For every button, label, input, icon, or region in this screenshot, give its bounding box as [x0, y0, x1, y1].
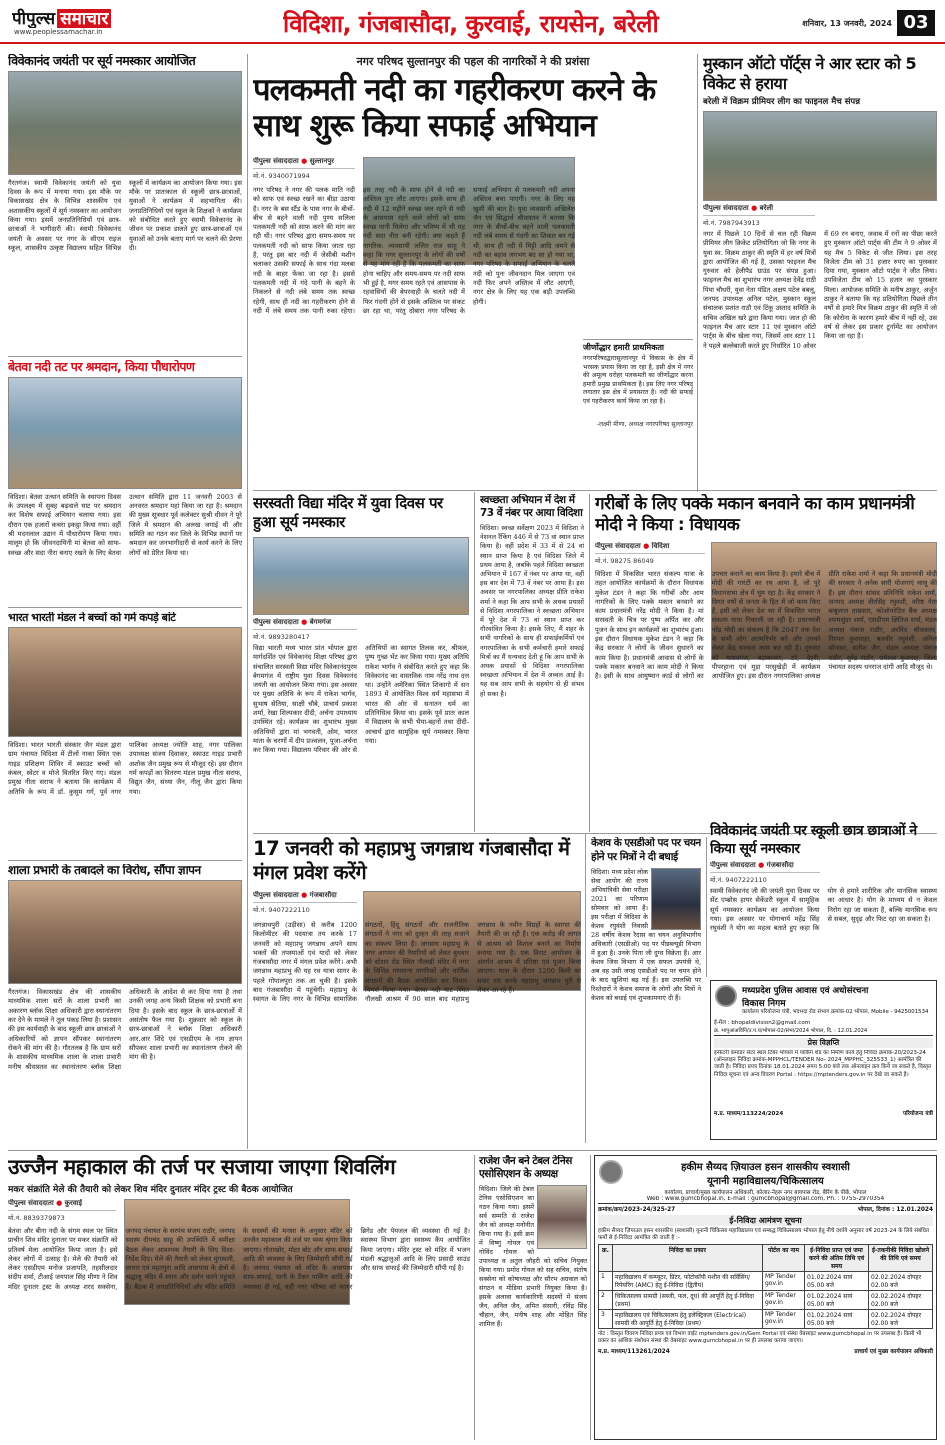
- byline-name: पीपुल्स संवाददाता: [710, 861, 756, 869]
- table-cell: 2: [599, 1291, 613, 1310]
- table-cell: 02.02.2024 दोपहर 02.00 बजे: [869, 1310, 933, 1329]
- table-header-row: [599, 1245, 933, 1272]
- table-cell: चिकित्सालय सामग्री (सब्जी, फल, दूध) की आपूर्ति हेतु ई-निविदा (प्रथम): [613, 1291, 763, 1310]
- table-cell: 02.02.2024 दोपहर 02.00 बजे: [869, 1291, 933, 1310]
- story-headline: गरीबों के लिए पक्के मकान बनवाने का काम प्रधानमंत्री मोदी ने किया : विधायक: [595, 494, 915, 535]
- logo-main: पीपुल्स: [12, 9, 56, 28]
- byline-name: पीपुल्स संवाददाता: [8, 1199, 54, 1207]
- priority-box-title: जीर्णोद्धार हमारी प्राथमिकता: [583, 339, 693, 353]
- photo-rajesh-portrait: [537, 1185, 587, 1249]
- logo: [12, 6, 162, 28]
- tender-table: [598, 1244, 933, 1329]
- table-cell: MP Tender gov.in: [763, 1272, 805, 1291]
- ad-foot-right: प्राचार्य एवं मुख्य कार्यपालन अधिकारी: [854, 1349, 933, 1355]
- table-cell: 02.02.2024 दोपहर 02.00 बजे: [869, 1272, 933, 1291]
- table-cell: 01.02.2024 सायं 05.00 बजे: [805, 1291, 869, 1310]
- table-row: [599, 1310, 933, 1329]
- table-cell: 01.02.2024 सायं 05.00 बजे: [805, 1310, 869, 1329]
- story-betwa-shramdan: [8, 360, 242, 605]
- story-body: गैरतगंज। विकासखंड क्षेत्र की शासकीय माध्यमिक शाला सरों के शाला प्रभारी का अकारण ब्लॉक शिक्षा अधिकारी द्वारा स्थानांतरण कर देने के मामले ने तूल पकड़ लिया है। प्रशासन की इस कार्यवाही के बाद स्कूली छात्र छात्राओं ने अधिकारियों को ज्ञापन सौंपकर स्थानांतरण रोकने की मांग की है। गौरतलब है कि ग्राम सरों के शासकीय माध्यमिक शाला के शाला प्रभारी मनीष श्रीवास्तव का स्थानांतरण ब्लॉक शिक्षा अधिकारी के आदेश से कर दिया गया है तथा उनकी जगह अन्य किसी शिक्षक को प्रभारी बना दिया है। इसके बाद स्कूल के छात्र-छात्राओं में असंतोष फैल गया है। शुक्रवार को स्कूल के छात्र-छात्राओं ने ब्लॉक शिक्षा अधिकारी आर.आर शिंदे एवं एसडीएम के नाम ज्ञापन सौंपकर शाला प्रभारी का स्थानांतरण रोकने की मांग की है।: [8, 988, 242, 1071]
- photo-students-memorandum: [8, 880, 242, 984]
- story-headline: केशव के एसडीओ पद पर चयन होने पर मित्रों ने दी बधाई: [591, 837, 701, 863]
- byline-place: बरेली: [759, 204, 774, 212]
- byline-place: गंजबासौदा: [766, 861, 794, 869]
- photo-keshav-portrait: [651, 868, 701, 930]
- ad-contact: Web : www.gumcbhopal.in, E-mail : gumcbhopal@gmail.com, Ph. : 0755-2970354: [598, 1196, 933, 1204]
- byline-mobile: मो.नं. 9340071994: [253, 172, 310, 180]
- story-body: जगन्नाथपुरी (उड़ीसा) से करीब 1200 किलोमीटर की पदयात्रा तय करके 17 जनवरी को महाप्रभु जगन्नाथ अपने साथ भक्तों की तपस्याओं एवं यादों को लेकर गंजबासौदा नगर में मंगल प्रवेश करेंगे। अभी जगन्नाथ महाप्रभु की यह रथ यात्रा सागर के पहले गोपालपुरा तक आ चुकी है। इसके बाद गंजबासौदा में पहुंचेगी। महाप्रभु के स्वागत के लिए नगर के विभिन्न सामाजिक संगठनों, हिंदू संगठनों और राजनीतिक संगठनों ने नगर को दुल्हन की तरह सजाने का संकल्प लिया है। जगन्नाथ महाप्रभु के नगर आगमन की तैयारियों को लेकर बुधवार को स्टेशन रोड स्थित नौलखी मंदिर में नगर के विभिन्न गणमान्य नागरिकों और धार्मिक संगठनों की बैठक आयोजित कर विचार-विमर्श किया गया। बेतवा नदी घाट स्थित नौलखी आश्रम में 90 साल बाद महाप्रभु जगन्नाथ के नवीन विग्रहों के स्वागत की तैयारी की जा रही है। एक करोड़ की लागत से आश्रम को विशाल बनाने का निर्माण कराया गया है। एक विराट आयोजन के अंतर्गत आश्रम में प्रतिष्ठा एवं पूजन किया जाएगा। यात्रा के दौरान 1200 किमी का सफर तय करके महाप्रभु जगन्नाथ पुरी से लेकर आ रहे हैं।: [253, 921, 581, 1004]
- lead-kicker: नगर परिषद सुल्तानपुर की पहल की नागरिकों ने की प्रशंसा: [356, 55, 590, 68]
- location-pin-icon: ●: [751, 204, 758, 212]
- byline-mobile: मो.नं. 7987943913: [703, 219, 760, 227]
- table-cell: MP Tender gov.in: [763, 1310, 805, 1329]
- col-separator: [697, 54, 698, 492]
- photo-betwa-riverbank: [8, 377, 242, 489]
- col-separator: [589, 494, 590, 832]
- story-body: विदिशा। जिले की टेबल टेनिस एसोसिएशन का गठन किया गया। इसमें सर्व सम्मति से राजेश जैन को अध्यक्ष मनोनीत किया गया है। इसी क्रम में विष्णु गोयल एवं गोविंद गोयल को उपाध्यक्ष व अतुल जौहरी को सचिव नियुक्त किया गया। प्रमोद गोयल को सह सचिव, संतोष सक्सेना को कोषाध्यक्ष और सौरभ अग्रवाल को संगठन व मीडिया प्रभारी नियुक्त किया है। इसके अलावा कार्यकारिणी सदस्यों में संजय जैन, अनिल जैन, अमित संसारी, रविंद्र सिंह चौहान, जैन, मनीष शाह और मोहित सिंह शामिल हैं।: [479, 1185, 587, 1328]
- issue-date: शनिवार, 13 जनवरी, 2024: [802, 19, 892, 28]
- table-header: पोर्टल का नाम: [763, 1245, 805, 1272]
- priority-box: [583, 157, 693, 487]
- story-headline: स्वच्छता अभियान में देश में 73 वें नंबर पर आया विदिशा: [480, 494, 583, 519]
- masthead: [0, 0, 945, 44]
- ad-title: मध्यप्रदेश पुलिस आवास एवं अधोसंरचना: [742, 986, 869, 996]
- ad-notice-title: ई-निविदा आमंत्रण सूचना: [598, 1215, 933, 1226]
- location-pin-icon: ●: [758, 861, 765, 869]
- college-emblem-icon: [599, 1160, 623, 1184]
- byline-place: बेगमगंज: [309, 618, 331, 626]
- emblem-icon: [715, 985, 737, 1007]
- story-ujjain: [8, 1155, 470, 1440]
- byline-name: पीपुल्स संवाददाता: [595, 542, 641, 550]
- col-separator: [474, 1155, 475, 1440]
- byline-mobile: मो.नं. 9407222110: [710, 876, 767, 884]
- story-garibo: [595, 494, 937, 832]
- byline-mobile: मो.नं. 9407222110: [253, 906, 310, 914]
- story-headline: 17 जनवरी को महाप्रभु जगन्नाथ गंजबासौदा में मंगल प्रवेश करेंगे: [253, 837, 570, 884]
- photo-school-assembly: [253, 537, 469, 615]
- story-headline: राजेश जैन बने टेबल टेनिस एसोसिएशन के अध्यक्ष: [479, 1155, 572, 1180]
- story-body: विदिशा। स्वच्छ सर्वेक्षण 2023 में विदिशा ने नेशनल रैंकिंग 446 में से 73 वां स्थान प्राप्त किया है। वहीं प्रदेश में 33 में से 24 वां स्थान प्राप्त किया है एवं विदिशा जिले में प्रथम आया है, जबकि पहले विदिशा स्वच्छता अभियान में 167 वें नंबर पर आया था, वहीं इस बार देश में 73 वें नंबर पर आया है। इस अवसर पर नगरपालिका अध्यक्ष प्रीति राकेश शर्मा ने कहा कि आप सभी के अथक प्रयासों से विदिशा नगरपालिका ने स्वच्छता अभियान में पूरे देश में 73 वां स्थान प्राप्त कर गौरवांवित किया है। इसके लिए, मैं शहर के सभी नागरिकों के साथ ही सफाईकर्मियों एवं नगरपालिका के सभी कर्मचारी हमारे सफाई मित्रों का मैं धन्यवाद देती हूं कि आप सभी के अथक प्रयासों से विदिशा नगरपालिका स्वच्छता अभियान में देश में अव्वल आई है। यह सब आप सभी के सहयोग से ही संभव हो सका है।: [480, 524, 584, 698]
- ad-email: ई-मेल : bhopaldivision2@gmail.com: [714, 1020, 811, 1026]
- story-body: विदिशा। बेतवा उत्थान समिति के स्थापना दिवस के उपलक्ष्य में सुबह बढ़वाले घाट पर श्रमदान कर विशेष सफाई अभियान चलाया गया। इस दौरान एक हजारों कचरा इकट्ठा किया गया। वहीं श्री मदनलाल उद्यान में पौधारोपण किया गया। मालूम हो कि जीवनदायिनी मां बेतवा को साफ-स्वच्छ और सदा नीरा बनाए रखने के लिए बेतवा उत्थान समिति द्वारा 11 जनवरी 2003 से अनवरत श्रमदान यहां किया जा रहा है। श्रमदान की मुख्य सूत्रधार पूर्व कलेक्टर सुश्री धीवन ने पूरे जिले में श्रमदान की अलख जगाई थी और समिति का गठन कर जिले के विभिन्न स्थानों पर श्रमदान कर जनभागीदारी से कार्य करने के लिए लोगों को प्रेरित किया था।: [8, 492, 242, 557]
- ad-foot-left: म.प्र. माध्यम/113261/2024: [598, 1349, 670, 1355]
- table-row: [599, 1291, 933, 1310]
- story-shala-prabhari: [8, 864, 242, 1154]
- ad-intro: हकीम सैय्यद ज़ियाउल हसन शासकीय (स्वशासी) यूनानी चिकित्सा महाविद्यालय एवं सम्बद्ध चिकित्सालय भोपाल हेतु नीचे दर्शाये अनुसार वर्ष 2023-24 के लिये संबंधित फर्मों से ई-निविदा आमंत्रित की जाती है :-: [598, 1228, 930, 1241]
- story-body: गैरतगंज। स्वामी विवेकानंद जयंती को युवा दिवस के रूप में मनाया गया। इस मौके पर विकासखंड क्षेत्र के विभिन्न शासकीय एवं अशासकीय स्कूलों में सूर्य नमस्कार का आयोजन किया गया। इसमें जनप्रतिनिधियों एवं छात्र-छात्राओं ने भागीदारी की। स्वामी विवेकानंद जयंती के अवसर पर नगर के सीएम राइज स्कूल, शासकीय उत्कृष्ट विद्यालय सहित विभिन्न स्कूलों में कार्यक्रम का आयोजन किया गया। इस मौके पर प्रातःकाल से स्कूली छात्र-छात्राओं, युवाओं ने कार्यक्रम में सहभागिता की। जनप्रतिनिधियों एवं स्कूल के शिक्षकों ने कार्यक्रम को संबोधित करते हुए स्वामी विवेकानंद के जीवन पर प्रकाश डालते हुए छात्र-छात्राओं एवं युवाओं को उनके बताए मार्ग पर चलने की प्रेरणा दी।: [8, 178, 242, 252]
- byline-name: पीपुल्स संवाददाता: [253, 618, 299, 626]
- ad-title2: विकास निगम: [742, 999, 786, 1009]
- byline-name: पीपुल्स संवाददाता: [253, 157, 299, 165]
- story-body: विदिशा। भारत भारती संस्कार जैन मंडल द्वारा ग्राम पंचायत विदिशा में टीलों नाका स्थित एक गाइड प्रशिक्षण शिविर में स्काउट बच्चों को कंबल, स्वेटर व मोजे वितरित किए गए। मंडल प्रमुख नीता सराफ ने बताया कि कार्यक्रम में अतिथि के रूप में डॉ. कुसुम गर्ग, पूर्व नगर पालिका अध्यक्ष ज्योति शाह, नगर पालिका उपाध्यक्ष संजय दिवाकर, स्काउट गाइड प्रभारी अशोक जैन प्रमुख रूप से मौजूद रहे। इस दौरान गर्म कपड़ों का वितरण मंडल प्रमुख नीता सराफ, विद्युत जैन, संध्या जैन, नीलू जैन द्वारा किया गया।: [8, 741, 242, 796]
- story-bharat-bharti: [8, 612, 242, 857]
- byline-mobile: मो.नं. 9893280417: [253, 633, 310, 641]
- story-headline: विवेकानंद जयंती पर स्कूली छात्र छात्राओं ने किया सूर्य नमस्कार: [710, 823, 917, 857]
- logo-accent: समाचार: [57, 9, 111, 28]
- story-keshav: [591, 837, 701, 1142]
- page-number: 03: [897, 10, 935, 36]
- col-separator: [247, 54, 248, 1149]
- byline-mobile: मो.नं. 98275 86049: [595, 557, 654, 565]
- section-divider: [8, 1150, 937, 1151]
- story-headline: शाला प्रभारी के तबादले का विरोध, सौंपा ज्ञापन: [8, 864, 201, 877]
- byline-mobile: मो.नं. 8839379873: [8, 1214, 65, 1222]
- col-separator: [585, 833, 586, 1143]
- priority-box-text: नगरपरिषदद्वारासुल्तानपुर में विकास के क्षेत्र में भरसक प्रयास किया जा रहा है, इसी क्षेत्र में नगर की अमूल्य धरोहर पलकमती का जीर्णोद्धार करना हमारी प्रमुख प्राथमिकता है। इस लिए नगर परिषद् लगातार इस क्षेत्र में प्रयासरत है। नदी की सफाई एवं गहरीकरण कार्य किया जा रहा है।: [583, 355, 693, 405]
- story-cricket: [703, 54, 937, 489]
- photo-warm-clothes: [8, 627, 242, 737]
- priority-box-sign: -लक्ष्मी मीणा, अध्यक्ष नगरपरिषद सुल्तानपुर: [596, 421, 693, 428]
- location-pin-icon: ●: [301, 891, 308, 899]
- website: www.peoplessamachar.in: [14, 28, 103, 36]
- story-headline: सरस्वती विद्या मंदिर में युवा दिवस पर हुआ सूर्य नमस्कार: [253, 494, 443, 531]
- byline-place: सुल्तानपुर: [309, 157, 335, 165]
- col-separator: [590, 1155, 591, 1440]
- story-body: विद्या भारती मध्य भारत प्रांत भोपाल द्वारा मार्गदर्शित एवं विवेकानंद शिक्षा परिषद द्वारा संचालित सरस्वती विद्या मंदिर विवेकानंदपुरम बेगमगंज में राष्ट्रीय युवा दिवस विवेकानंद जयंती का आयोजन किया गया। इस अवसर पर मुख्य अतिथि के रूप में राकेश भार्गव, सुभाष सेतिया, साक्षी चौबे, प्राचार्य प्रकाश शर्मा, रेखा शिल्पकार दीदी, अर्चना उपाध्याय उपस्थित रहे। कार्यक्रम का शुभारंभ मुख्य अतिथियों द्वारा मां भगवती, ओम, भारत माता के चरणों में दीप प्रज्वलन, पूजा-अर्चना कर किया गया। विद्यालय परिवार की ओर से अतिथियों का स्वागत तिलक कर, श्रीफल, पुष्प गुच्छ भेंट कर किया गया। मुख्य अतिथि राकेश भार्गव ने संबोधित करते हुए कहा कि विवेकानंद का वास्तविक नाम नरेंद्र नाथ दत्त था। उन्होंने अमेरिका स्थित शिकागो में सन 1893 में आयोजित विश्व धर्म महासभा में भारत की ओर से सनातन धर्म का प्रतिनिधित्व किया था। इसके पूर्व प्रातः काल में विद्यालय के सभी भैया-बहनों तथा दीदी-आचार्य द्वारा सामूहिक सूर्य नमस्कार किया गया।: [253, 644, 469, 755]
- story-saraswati: [253, 494, 469, 832]
- table-cell: महाविद्यालय एवं चिकित्सालय हेतु इलेक्ट्रिकल (Electrical) सामग्री की आपूर्ति हेतु ई-निविदा (प्रथम): [613, 1310, 763, 1329]
- story-jagannath: [253, 837, 581, 1142]
- ad-notice-title: प्रेस विज्ञप्ति: [714, 1038, 933, 1048]
- story-body: बेतवा और बीना नदी के संगम स्थल पर स्थित प्राचीन शिव मंदिर दुनातर पर मकर संक्रांति को प्रतिवर्ष मेला आयोजित किया जाता है। इसे लेकर लोगों में उत्साह है। मेले की तैयारी को लेकर एसडीएम मनोज प्रजापति, तहसीलदार संदीप शर्मा, टीआई जयपाल सिंह मीणा ने शिव मंदिर दुनातर ट्रस्ट के अध्यक्ष शरद सक्सेना, जनपद पंचायत के सरपंच संजय राठौर, जनपद सदस्य दीपचंद साहू की उपस्थिति में समीक्षा बैठक लेकर आवश्यक तैयारी के लिए दिशा-निर्देश दिए। मेले की तैयारी को लेकर मुंगावली, लायरा एवं महतपुरा आदि आसपास के क्षेत्रों से श्रद्धालु मंदिर में स्नान और दर्शन करने पहुंचते हैं। बैठक में जनप्रतिनिधियों और मंदिर समिति के सदस्यों की मनसा के अनुसार मंदिर को उज्जैन महाकाल की तर्ज पर भव्य श्रृंगार किया जाएगा। गोताखोर, मोटर बोट और साफ सफाई आदि की व्यवस्था के लिए जिम्मेदारी सौंपी गई है। जनपद पंचायत को मंदिर के आसपास साफ-सफाई, पानी के टैंकर पार्किंग आदि की व्यवस्था दी गई, वहीं नगर परिषद को फायर ब्रिगेड और पेयजल की व्यवस्था दी गई है। स्वास्थ्य विभाग द्वारा स्वास्थ्य कैंप आयोजित किया जाएगा। मंदिर ट्रस्ट को मंदिर में भजन मंडली श्रद्धालुओं आदि के लिए प्रसादी साउंड और साफ सफाई की जिम्मेदारी सौंपी गई है।: [8, 1227, 470, 1291]
- story-headline: बेतवा नदी तट पर श्रमदान, किया पौधारोपण: [8, 360, 195, 374]
- ad-footnote: नोट : विस्तृत विवरण निविदा प्रपत्र एवं विभाग वाईट mptenders.gov.in/Gem Portal एवं संस्था वेबसाइट www.gumcbhopal.in पर उपलब्ध है। किसी भी प्रकार का आंशिक संशोधन संस्था की वेबसाइट www.gumcbhopal.in पर ही उपलब्ध कराया जाएगा।: [598, 1331, 922, 1344]
- story-swachhata: [480, 494, 584, 832]
- ad-police-housing: [710, 980, 937, 1140]
- story-body: विदिशा। मध्य प्रदेश लोक सेवा आयोग की राज्य अभियांत्रिकी सेवा परीक्षा 2021 का परिणाम सोमवार को आया है। इस परीक्षा में विदिशा के केशव रघुवंशी निवासी 28 वर्षीय केशव रैदास का चयन अनुविभागीय अधिकारी (एसडीओ) पद पर पीडब्ल्यूडी विभाग में हुआ है। उनके पिता जी दुग्ध विक्रेता हैं। आर केशव जिस विभाग में एक सफल उपयंत्री थे, अब वह उसी जगह एसडीओ पद पर चयन होने के बाद खुशियां बढ़ गई हैं। इस उपलब्धि पर रिश्तेदारों ने केशव समाज के लोगों और मित्रों ने केशव को बधाई एवं शुभकामनाएं दी हैं।: [591, 868, 701, 1002]
- lead-body: नगर परिषद ने नगर की पलक माति नदी को साफ एवं स्वच्छ रखने का बीड़ा उठाया है। नगर के बस स्टैंड के पास नगर के बीचों-बीच से बहने वाली नदी पुण्य सलिला पलकमती नदी को साफ करने की मांग कर रही थी। नगर परिषद द्वारा समय-समय पर पलकमती नदी को साफ किया जाता रहा है, परंतु इस बार नदी में जेसीबी मशीन चलाकर उसकी सफाई के साथ गंदा मलबा नदी के बाहर फेंका जा रहा है। इससे पलकमती नदी में गंदे पानी के बहने के निकलने से नदी लंबे समय तक स्वच्छ रहेगी, साथ ही नदी का गहरीकरण होने से नदी में लंबे समय तक पानी रुका रहेगा। इस तरह नदी के साफ होने से नदी का अस्तित्व पुनः लौट आएगा। इसके साथ ही नदी में 12 महीने स्वच्छ जल रहने से नदी के आसपास रहने वाले लोगों को साफ स्वच्छ पानी मिलेगा और भविष्य में भी यह नदी सदा नीरा बनी रहेगी। क्या कहते हैं नागरिक: व्यवसायी ललित राज साहू ने कहा कि नगर सुल्तानपुर के लोगों की वर्षों से यह मांग रही है कि पलकमती का साफ होना चाहिए और समय-समय पर नदी साफ भी हुई है, मगर समय रहते एवं आसपास के रहवासियों की बेपरवाही के चलते नदी में फिर गंदगी होने से इसके अस्तित्व पर संकट छा रहा था, परंतु दोबारा नगर परिषद के सफाई अभियान से पलकमती नदी अपना अस्तित्व बचा पाएगी। नगर के लिए यह खुशी की बात है। युवा व्यवसायी अखिलेश जैन एवं सिद्धार्थ श्रीवास्तव ने बताया कि नगर के बीचों-बीच बहने वाली पलकमती नदी लंबे समय से गंदगी का शिकार बन गई थी, साथ ही नदी में मिट्टी आदि जमने से नदी का बहाव लगभग बंद सा हो गया था, नगर परिषद के सफाई अभियान के चलते नदी को पुनः जीवनदान मिल जाएगा एवं नदी फिर अपने अस्तित्व में लौट आएगी, नगर क्षेत्र के लिए यह एक बड़ी उपलब्धि होगी।: [253, 186, 575, 315]
- byline-name: पीपुल्स संवाददाता: [703, 204, 749, 212]
- location-pin-icon: ●: [56, 1199, 63, 1207]
- col-separator: [706, 837, 707, 977]
- lead-headline: पलकमती नदी का गहरीकरण करने के साथ शुरू किया सफाई अभियान: [253, 72, 656, 144]
- story-body: विदिशा में विकसित भारत संकल्प यात्रा के तहत आयोजित कार्यक्रमों के दौरान विधायक मुकेश टंडन ने कहा कि गरीबों और आम नागरिकों के लिए पक्के मकान बनवाने का काम प्रधानमंत्री नरेंद्र मोदी ने किया है। मां सरस्वती के चित्र पर पुष्प अर्पित कर और पूजन के साथ इन कार्यक्रमों का शुभारंभ हुआ। इस दौरान विधायक मुकेश टंडन ने कहा कि केंद्र सरकार ने लोगों के जीवन सुधारने का काम किया है। प्रधानमंत्री आवास से लोगों के पक्के मकान बनवाने का काम मोदी ने किया है। इसी के साथ आयुष्मान कार्ड से लोगों का उपचार कराने का काम किया है। हमारे बीच में मोदी की गारंटी का रथ आया है, जो पूरे विधानसभा क्षेत्र में घूम रहा है। केंद्र सरकार ने विगत वर्षों से जनता के हित में जो काम किए हैं, इसी को लेकर देश भर में विकसित भारत संकल्प यात्रा निकाली जा रही है। प्रधानमंत्री नरेंद्र मोदी का संकल्प है कि 2047 तक देश के सभी लोग आत्मनिर्भर बने और उनको लेकर केंद्र सरकार काम कर रही है। गुरुवार को माधवगंज, बड़ाबाजार, टर्र, देहरी, पीपरहाना एवं मुड़ा परसुखेड़ी में कार्यक्रम आयोजित हुए। इस दौरान नगरपालिका अध्यक्ष प्रीति राकेश शर्मा ने कहा कि प्रधानमंत्री मोदी की सरकार ने अनेक सारी योजनाएं चालू की हैं। इस दौरान सांसद प्रतिनिधि राकेश शर्मा, जनपद अध्यक्ष वीरसिंह रघुवंशी, वरिष्ठ नेता बाबूलाल ताम्रकार, कोऑपरेटिव बैंक अध्यक्ष श्यामसुंदर शर्मा, एसडीएम क्षितिज शर्मा, मंडल अध्यक्ष पंकज राठौर, अरविंद श्रीवास्तव, निरपत कुशवाहा, बलवीर रघुवंशी, अनिल सोनकर, सतीश जैन, मंडल अध्यक्ष पंकज राठौर, सुरेंद्र राठौर, रामेश्वर कुशवाह, जिला पंचायत सदस्य धनराज दांगी आदि मौजूद थे।: [595, 570, 937, 681]
- byline-name: पीपुल्स संवाददाता: [253, 891, 299, 899]
- ad-notice-text: इन्फैंटरी कमांडर सेंटर स्थल टिंबर भोपाल में पार्किंग शेड का निर्माण कार्य हेतु निविदा क्रमांक-20/2023-24 (ऑनलाइन निविदा क्रमांक-MPPHCL/TENDER No- 2024_MPPHC_325533_1) आमंत्रित की जाती है। निविदा प्रपत्र दिनांक 18.01.2024 समय 5.00 बजे तक ऑनलाइन क्रय किये जा सकते है, विस्तृत निविदा सूचना एवं अन्य विवरण Portal : https://mptenders.gov.in पर देखे जा सकते है।: [714, 1050, 932, 1078]
- edition-title: विदिशा, गंजबासौदा, कुरवाई, रायसेन, बरेली: [283, 10, 659, 38]
- location-pin-icon: ●: [301, 157, 308, 165]
- ad-title2: यूनानी महाविद्यालय/चिकित्सालय: [707, 1176, 824, 1187]
- story-headline: विवेकानंद जयंती पर सूर्य नमस्कार आयोजित: [8, 54, 196, 68]
- table-cell: महाविद्यालय में कम्प्यूटर, प्रिंटर, फोटोकॉपी मशीन की सर्विसिंग/रिपेयरिंग (AMC) हेतु ई-निविदा (द्वितीय): [613, 1272, 763, 1291]
- ad-unani-college: [594, 1155, 937, 1440]
- table-cell: 01.02.2024 सायं 05.00 बजे: [805, 1272, 869, 1291]
- byline-place: विदिशा: [651, 542, 670, 550]
- location-pin-icon: ●: [643, 542, 650, 550]
- story-headline: भारत भारती मंडल ने बच्चों को गर्म कपड़े बांटे: [8, 612, 176, 624]
- story-body: स्वामी विवेकानंद जी की जयंती युवा दिवस पर सेंट एम्ब्रोस हायर सेकेंडरी स्कूल में सामूहिक सूर्य नमस्कार कार्यक्रम का आयोजन किया गया। इस अवसर पर योगाचार्य महेंद्र सिंह रघुवंशी ने योग का महत्व बताते हुए कहा कि योग से हमारे शारीरिक और मानसिक स्वास्थ्य का आधार है। योग के माध्यम से न केवल निरोग रहा जा सकता है, बल्कि मानसिक रूप से सबल, सुदृढ़ और फिट रहा जा सकता है।: [710, 887, 937, 933]
- story-vivekanand-school: [710, 822, 937, 977]
- photo-cricket-ceremony: [703, 111, 937, 201]
- story-subhead: बरेली में विक्रम प्रीमियर लीग का फाइनल मैच संपन्न: [703, 97, 861, 107]
- ad-address: कार्यालय परियोजना यंत्री, भदभदा रोड संभाग क्रमांक-02 भोपाल, Mobile - 9425001534: [742, 1009, 929, 1015]
- table-header: ई-तकनीकी निविदा खोलने की तिथि एवं समय: [869, 1245, 933, 1272]
- ad-ref-right: भोपाल, दिनांक : 12.01.2024: [857, 1207, 933, 1213]
- table-row: [599, 1272, 933, 1291]
- ad-address: कार्यालय, प्राचार्य/मुख्य कार्यपालन अधिकारी, कोलार-नेहरू नगर बायपास रोड, बैरिंग के पीछे, भोपाल: [664, 1190, 867, 1196]
- story-subhead: मकर संक्रांति मेले की तैयारी को लेकर शिव मंदिर दुनातर मंदिर ट्रस्ट की बैठक आयोजित: [8, 1185, 293, 1195]
- ad-ref-left: क्रमांक/क्रय/2023-24/325-27: [598, 1207, 676, 1213]
- table-header: ई-निविदा प्राप्त एवं जमा करने की अंतिम तिथि एवं समय: [805, 1245, 869, 1272]
- story-body: नगर में पिछले 10 दिनों से चल रही विक्रम प्रीमियर लीग क्रिकेट प्रतियोगिता जो कि नगर के युवा स्व. विक्रम ठाकुर की स्मृति में हर वर्ष मित्रों द्वारा आयोजित की गई है, उसका फाइनल मैच गुरुवार को हेलीपैड ग्राउंड पर संपन्न हुआ। फाइनल मैच का शुभारंभ नगर अध्यक्ष देवेंद्र राठी पिया चौधरी, युवा नेता पंडित अक्षय पटेल बबलू, जनपद उपाध्यक्ष अनिल पटेल, मुस्कान स्कूल संचालक प्रशांत राठौ एवं टिंकू उस्ताद समिति के सचिव अखिल खरे द्वारा किया गया। जात हो की फाइनल मैच आर स्टार 11 एवं मुस्कान ऑटो पार्ट्स के बीच खेला गया, जिसमें आर स्टार 11 ने पहले बल्लेबाजी करते हुए निर्धारित 10 ओवर में 69 रन बनाए, जवाब में रनों का पीछा करते हुए मुस्कान ऑटो पार्ट्स की टीम ने 9 ओवर में यह मैच 5 विकेट से जीत लिया। इस तरह विजेता टीम को 31 हजार रुपए का पुरस्कार दिया गया, मुस्कान ऑटो पार्ट्स ने जीत लिया। उपविजेता टीम को 15 हजार का पुरस्कार मिला। आयोजक समिति के मनीष ठाकुर, अर्जुन ठाकुर ने बताया कि यह प्रतियोगिता पिछले तीन वर्षों से हमारे मित्र विक्रम ठाकुर की स्मृति में जो कि कोरोना के कारण हमारे बीच में नहीं रहे, उस वर्ष से लेकर इस प्रकार टूर्नामेंट का आयोजन किया जा रहा है।: [703, 230, 937, 350]
- lead-story: [253, 54, 693, 489]
- location-pin-icon: ●: [301, 618, 308, 626]
- ad-foot-right: परियोजना यंत्री: [902, 1111, 933, 1117]
- story-divider: [8, 860, 242, 861]
- ad-foot-left: म.प्र. माध्यम/113224/2024: [714, 1111, 784, 1117]
- ad-title: हकीम सैय्यद ज़ियाउल हसन शासकीय स्वशासी: [681, 1162, 850, 1173]
- story-vivekanand-surya: [8, 54, 242, 354]
- section-divider: [253, 490, 937, 491]
- table-header: क्र.: [599, 1245, 613, 1272]
- story-headline: उज्जैन महाकाल की तर्ज पर सजाया जाएगा शिवलिंग: [8, 1155, 396, 1179]
- byline-place: गंजबासौदा: [309, 891, 337, 899]
- story-rajesh: [479, 1155, 587, 1440]
- table-cell: MP Tender gov.in: [763, 1291, 805, 1310]
- table-cell: 1: [599, 1272, 613, 1291]
- table-header: निविदा का प्रकार: [613, 1245, 763, 1272]
- table-cell: 3: [599, 1310, 613, 1329]
- byline-place: कुरवाई: [64, 1199, 83, 1207]
- ad-ref: क्र. भापुआअविनि/उ.प.यं/भोपाल-02/संभा/2024 भोपाल, दि. : 12.01.2024: [714, 1026, 933, 1036]
- col-separator: [474, 492, 475, 832]
- story-divider: [8, 607, 242, 608]
- photo-surya-namaskar: [8, 71, 242, 175]
- story-divider: [8, 356, 242, 357]
- story-headline: मुस्कान ऑटो पॉर्ट्स ने आर स्टार को 5 विकेट से हराया: [703, 54, 917, 93]
